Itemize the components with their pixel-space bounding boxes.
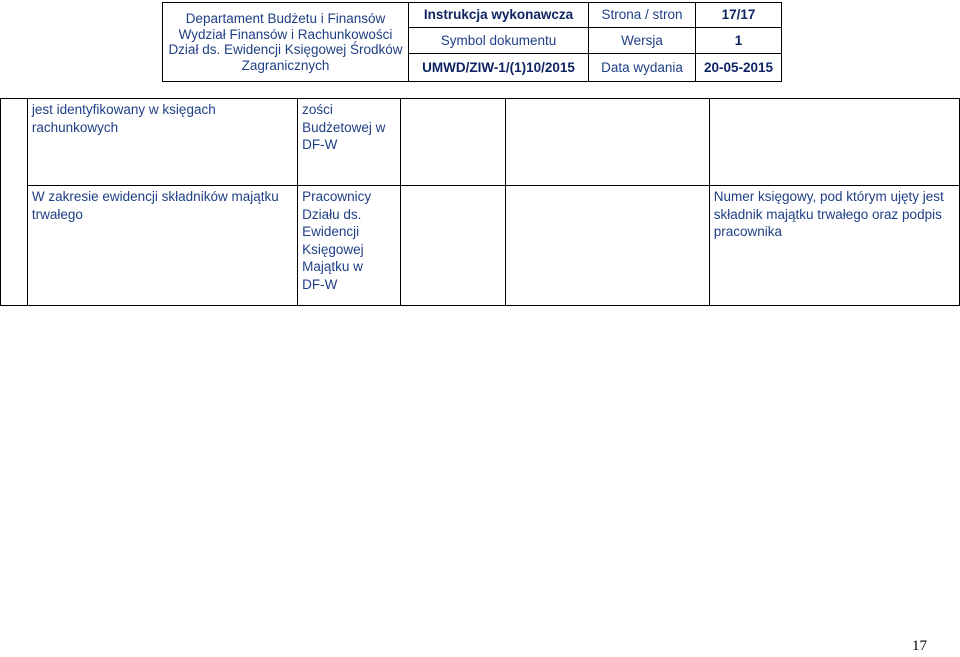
version-value: 1	[696, 28, 782, 54]
department-line: Wydział Finansów i Rachunkowości	[178, 26, 393, 42]
page-number: 17	[912, 638, 927, 654]
cell-line: zości	[302, 102, 333, 117]
table-cell	[709, 99, 959, 186]
table-cell: jest identyfikowany w księgach rachunkowych	[27, 99, 297, 186]
symbol-value: UMWD/ZIW-1/(1)10/2015	[409, 54, 589, 82]
table-cell	[298, 186, 401, 306]
table-cell	[401, 99, 506, 186]
cell-line: Ewidencji	[302, 224, 360, 239]
department-line: Zagranicznych	[241, 57, 330, 73]
department-line: Departament Budżetu i Finansów	[185, 11, 386, 26]
table-row	[1, 186, 960, 306]
table-cell	[298, 99, 401, 186]
table-cell: W zakresie ewidencji składników majątku trwałego	[27, 186, 297, 306]
cell-line: DF-W	[302, 137, 338, 152]
version-label: Wersja	[589, 28, 696, 54]
table-row	[1, 99, 960, 186]
lead-cell	[1, 99, 28, 186]
date-value: 20-05-2015	[696, 54, 782, 82]
doc-type: Instrukcja wykonawcza	[409, 3, 589, 28]
cell-line: Majątku w	[302, 259, 363, 274]
table-cell	[401, 186, 506, 306]
cell-line: Pracownicy	[302, 189, 372, 204]
page-label: Strona / stron	[589, 3, 696, 28]
document-header	[162, 2, 782, 82]
procedure-table	[0, 98, 960, 306]
cell-line: Księgowej	[302, 241, 364, 257]
department-line: Dział ds. Ewidencji Księgowej Środków	[168, 42, 403, 57]
table-cell	[505, 186, 709, 306]
table-cell: Numer księgowy, pod którym ujęty jest składnik majątku trwałego oraz podpis pracownika	[709, 186, 959, 306]
page-value: 17/17	[696, 3, 782, 28]
cell-line: DF-W	[302, 276, 338, 292]
cell-line: Działu ds.	[302, 206, 362, 222]
lead-cell	[1, 186, 28, 306]
table-cell	[505, 99, 709, 186]
symbol-label: Symbol dokumentu	[409, 28, 589, 54]
date-label: Data wydania	[589, 54, 696, 82]
cell-line: Budżetowej w	[302, 119, 386, 135]
department-cell	[163, 3, 409, 82]
